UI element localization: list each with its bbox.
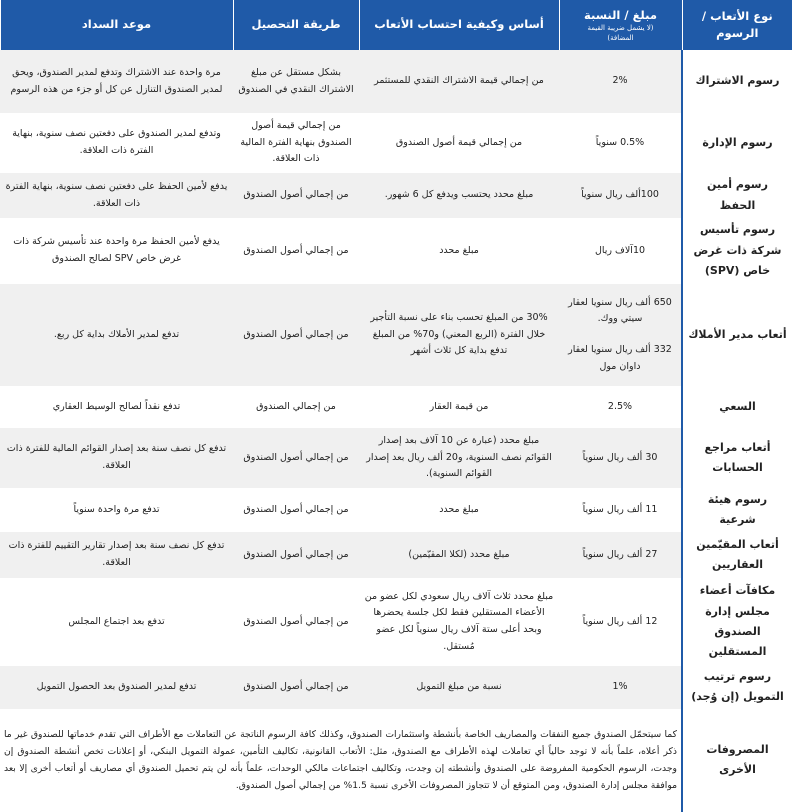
fee-collection: من إجمالي الصندوق	[256, 400, 336, 412]
fee-collection: من إجمالي أصول الصندوق	[233, 666, 359, 709]
fee-payment: تدفع كل نصف سنة بعد إصدار تقارير التقييم للفترة ذات العلاقة.	[0, 532, 233, 578]
fee-collection: من إجمالي أصول الصندوق	[233, 173, 359, 218]
fee-type: السعي	[682, 386, 792, 428]
fee-type: مكافآت أعضاء مجلس إدارة الصندوق المستقلين	[682, 578, 792, 666]
fee-amount: 10آلاف ريال	[594, 244, 646, 256]
fee-basis: من قيمة العقار	[429, 400, 489, 412]
fee-basis: مبلغ محدد يحتسب ويدفع كل 6 شهور.	[359, 173, 559, 218]
fee-payment: يدفع لأمين الحفظ مرة واحدة عند تأسيس شركة ذات غرض خاص SPV لصالح الصندوق	[13, 236, 220, 264]
fee-collection: من إجمالي أصول الصندوق	[243, 244, 349, 256]
table-row-other-expenses	[0, 709, 792, 812]
table-row	[0, 50, 792, 113]
fee-collection: بشكل مستقل عن مبلغ الاشتراك النقدي في الصندوق	[233, 50, 359, 113]
table-row	[0, 173, 792, 218]
fee-basis: مبلغ محدد (لكلا المقيّمين)	[359, 532, 559, 578]
fee-amount: 30 ألف ريال سنوياً	[559, 428, 682, 488]
fee-payment: تدفع نقداً لصالح الوسيط العقاري	[52, 400, 181, 412]
fee-basis: نسبة من مبلغ التمويل	[359, 666, 559, 709]
fee-collection: من إجمالي أصول الصندوق	[243, 503, 349, 515]
fee-type: رسوم هيئة شرعية	[682, 488, 792, 532]
fee-amount: 650 ألف ريال سنويا لعقار سيتي ووك. 332 ألف ريال سنويا لعقار داوان مول	[559, 284, 682, 386]
fee-basis: من إجمالي قيمة أصول الصندوق	[395, 136, 523, 148]
header-collection: طريقة التحصيل	[233, 0, 359, 50]
fee-payment: يدفع لأمين الحفظ على دفعتين نصف سنوية، بنهاية الفترة ذات العلاقة.	[0, 173, 233, 218]
fee-type: أتعاب مراجع الحسابات	[682, 428, 792, 488]
fee-collection: من إجمالي أصول الصندوق	[233, 532, 359, 578]
fee-amount: 100ألف ريال سنوياً	[559, 173, 682, 218]
header-payment: موعد السداد	[0, 0, 233, 50]
fee-amount: 0.5% سنوياً	[595, 136, 645, 148]
table-row	[0, 578, 792, 666]
table-row	[0, 666, 792, 709]
other-expenses-text: كما سيتحمّل الصندوق جميع النفقات والمصاريف الخاصة بأنشطة واستثمارات الصندوق، وكذلك كافة الرسوم الناتجة عن التعاملات مع الأطراف التي تقدم خدماتها للصندوق غير ما ذكر أعلاه، علماً بأنه لا توجد حالياً أي تعاملات لهذه الأطراف مع الصندوق، مثل: الأتعاب القانونية، تكاليف التأمين، عمولة التمويل البنكي، أو إعلانات تخص أنشطة الصندوق إن وجدت، الرسوم الحكومية المفروضة على الصندوق وأنشطته إن وجدت، وتكاليف اجتماعات مالكي الوحدات، علماً بأنه لن يتم تحميل الصندوق أي مصاريف أو أتعاب أخرى إلا بعد موافقة مجلس إدارة الصندوق، ومن المتوقع أن لا تتجاوز المصروفات الأخرى نسبة 1.5% من إجمالي أصول الصندوق.	[4, 729, 677, 792]
table-row	[0, 386, 792, 428]
fee-type: أتعاب المقيّمين العقاريين	[682, 532, 792, 578]
fee-amount: 11 ألف ريال سنوياً	[582, 503, 658, 515]
fee-payment: تدفع لمدير الأملاك بداية كل ربع.	[0, 284, 233, 386]
fee-payment: تدفع مرة واحدة سنوياً	[73, 503, 160, 515]
fee-collection: من إجمالي أصول الصندوق	[233, 428, 359, 488]
fee-collection: من إجمالي أصول الصندوق	[233, 284, 359, 386]
table-row	[0, 218, 792, 284]
table-row	[0, 113, 792, 173]
fee-basis: من إجمالي قيمة الاشتراك النقدي للمستثمر	[359, 50, 559, 113]
fee-payment: تدفع كل نصف سنة بعد إصدار القوائم المالية للفترة ذات العلاقة.	[0, 428, 233, 488]
fee-type: رسوم ترتيب التمويل (إن وُجد)	[682, 666, 792, 709]
fee-payment: تدفع لمدير الصندوق بعد الحصول التمويل	[0, 666, 233, 709]
fee-basis: مبلغ محدد	[439, 503, 479, 515]
header-row	[0, 0, 792, 50]
fee-amount: 27 ألف ريال سنوياً	[559, 532, 682, 578]
fee-amount: 1%	[559, 666, 682, 709]
header-type: نوع الأتعاب / الرسوم	[682, 0, 792, 50]
fee-collection: من إجمالي قيمة أصول الصندوق بنهاية الفترة المالية ذات العلاقة.	[240, 120, 352, 165]
fee-basis: 30% من المبلغ تحسب بناء على نسبة التأجير خلال الفترة (الربع المعني) و70% من المبلغ تدفع بداية كل ثلاث أشهر	[359, 284, 559, 386]
fee-amount: 2.5%	[607, 400, 633, 412]
fee-amount: 2%	[559, 50, 682, 113]
fee-basis: مبلغ محدد	[439, 244, 479, 256]
fee-basis: مبلغ محدد (عبارة عن 10 آلاف بعد إصدار القوائم نصف السنوية، و20 ألف ريال بعد إصدار القوائم السنوية).	[359, 428, 559, 488]
fee-type: رسوم الاشتراك	[682, 50, 792, 113]
fee-type: المصروفات الأخرى	[682, 709, 792, 812]
header-basis: أساس وكيفية احتساب الأتعاب	[359, 0, 559, 50]
fee-payment: تدفع بعد اجتماع المجلس	[68, 615, 165, 627]
table-row	[0, 428, 792, 488]
fee-basis: مبلغ محدد ثلاث آلاف ريال سعودي لكل عضو من الأعضاء المستقلين فقط لكل جلسة يحضرها وبحد أعلى ستة آلاف ريال سنوياً لكل عضو مُستقل.	[364, 590, 554, 652]
fee-collection: من إجمالي أصول الصندوق	[243, 615, 349, 627]
fee-amount: 12 ألف ريال سنوياً	[582, 615, 658, 627]
fee-payment: وتدفع لمدير الصندوق على دفعتين نصف سنوية، بنهاية الفترة ذات العلاقة.	[12, 128, 221, 156]
table-row	[0, 488, 792, 532]
fee-type: أتعاب مدير الأملاك	[682, 284, 792, 386]
table-row	[0, 284, 792, 386]
table-row	[0, 532, 792, 578]
fee-type: رسوم أمين الحفظ	[682, 173, 792, 218]
fee-payment: مرة واحدة عند الاشتراك وتدفع لمدير الصندوق، ويحق لمدير الصندوق التنازل عن كل أو جزء من هذه الرسوم	[0, 50, 233, 113]
fee-type: رسوم الإدارة	[682, 113, 792, 173]
fee-type: رسوم تأسيس شركة ذات غرض خاص (SPV)	[682, 218, 792, 284]
header-amount: مبلغ / النسبة (لا يشمل ضريبة القيمة المضافة)	[559, 0, 682, 50]
